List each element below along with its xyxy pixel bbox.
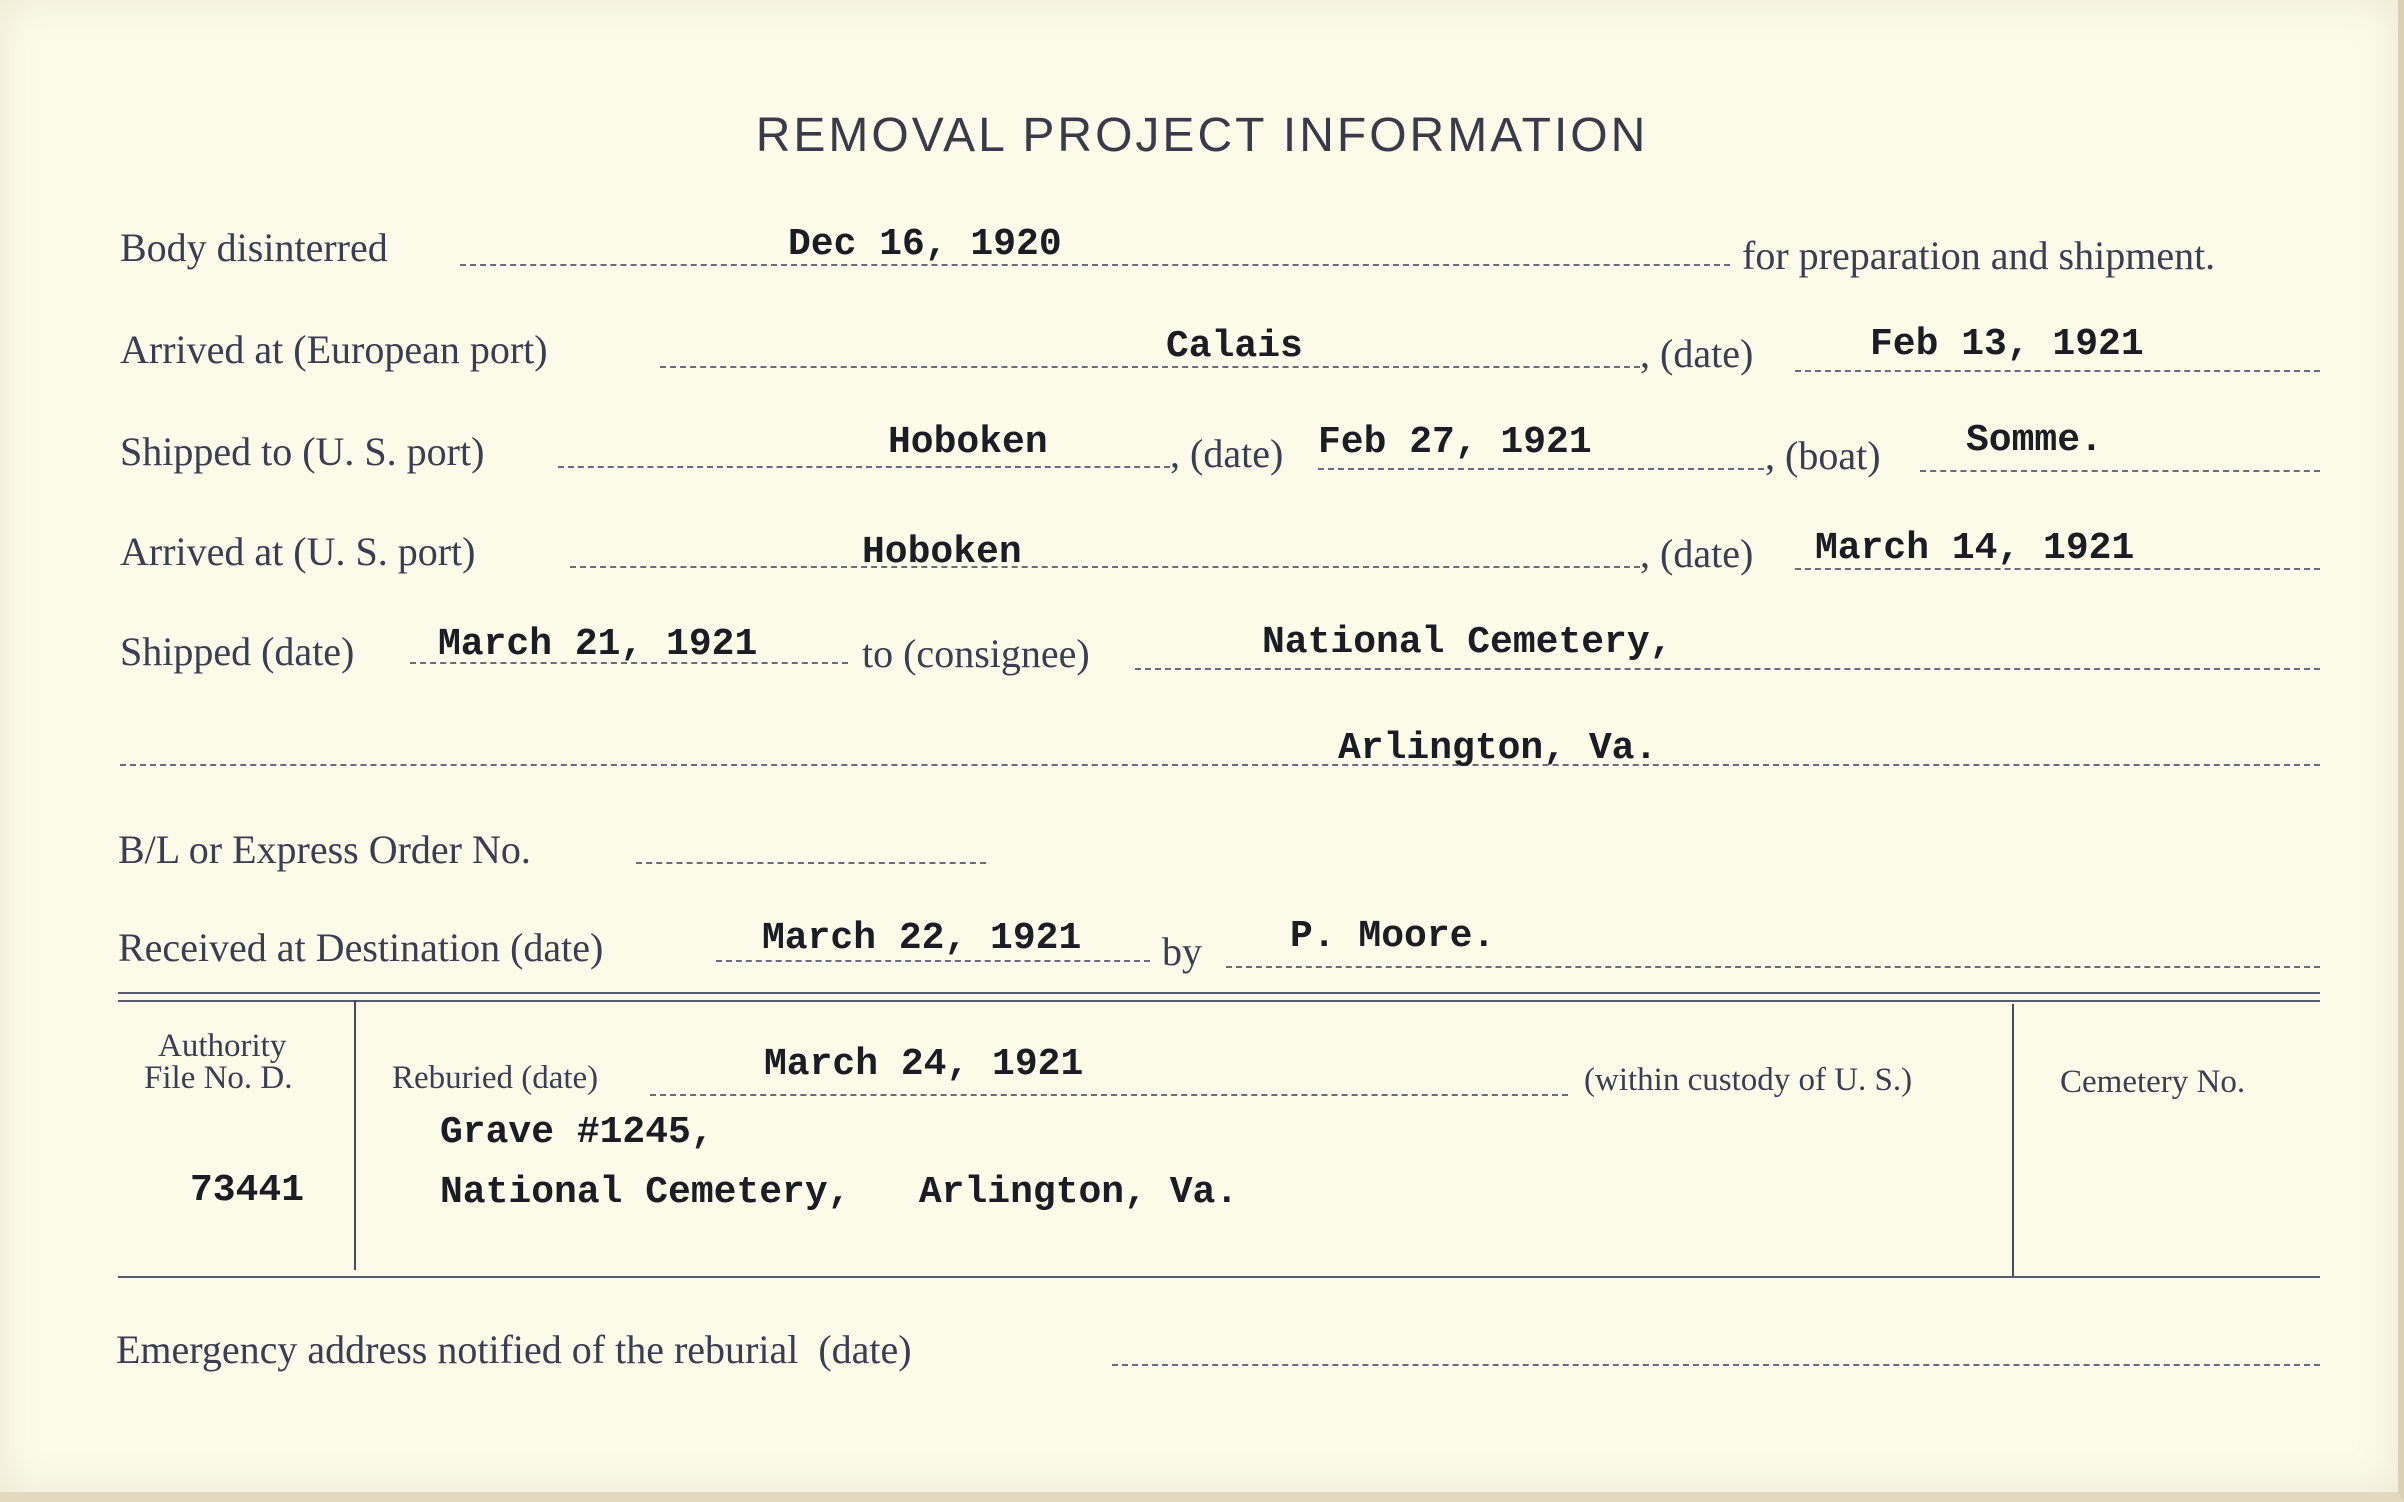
- arrived-european-date: Feb 13, 1921: [1870, 323, 2144, 366]
- received-by-value: P. Moore.: [1290, 915, 1496, 958]
- burial-location: National Cemetery, Arlington, Va.: [440, 1171, 1239, 1214]
- reburied-label: Reburied (date): [392, 1060, 599, 1096]
- received-date-line: [716, 960, 1150, 962]
- arrived-us-label: Arrived at (U. S. port): [120, 529, 476, 574]
- received-by-label: by: [1162, 929, 1202, 974]
- shipment-suffix-label: for preparation and shipment.: [1742, 233, 2216, 278]
- authority-label-line2: File No. D.: [144, 1060, 293, 1096]
- emergency-label: Emergency address notified of the reburial (date): [116, 1327, 912, 1372]
- shipped-date-value: March 21, 1921: [438, 623, 758, 666]
- shipped-us-port: Hoboken: [888, 421, 1048, 464]
- bl-order-line: [636, 862, 986, 864]
- arrived-european-label: Arrived at (European port): [120, 327, 548, 372]
- consignee-line1: National Cemetery,: [1262, 621, 1673, 664]
- emergency-date-line: [1112, 1364, 2320, 1366]
- shipped-us-date: Feb 27, 1921: [1318, 421, 1592, 464]
- arrived-us-line: [570, 566, 1640, 568]
- boat-label: , (boat): [1765, 433, 1881, 478]
- received-date-value: March 22, 1921: [762, 917, 1082, 960]
- bl-order-label: B/L or Express Order No.: [118, 827, 531, 872]
- received-by-line: [1226, 966, 2320, 968]
- shipped-us-date-label: , (date): [1170, 431, 1284, 476]
- arrived-us-port: Hoboken: [862, 531, 1022, 574]
- box-divider-left: [354, 1000, 356, 1270]
- section-rule-top-2: [118, 1000, 2320, 1002]
- consignee-line2: Arlington, Va.: [1338, 727, 1658, 770]
- boat-line: [1920, 470, 2320, 472]
- boat-value: Somme.: [1966, 419, 2103, 462]
- custody-label: (within custody of U. S.): [1584, 1062, 1913, 1098]
- body-disinterred-line: [460, 264, 1730, 266]
- consignee-continuation-line: [120, 764, 2320, 766]
- shipped-us-label: Shipped to (U. S. port): [120, 429, 485, 474]
- grave-number: Grave #1245,: [440, 1111, 714, 1154]
- consignee-label: to (consignee): [862, 631, 1090, 676]
- shipped-date-label: Shipped (date): [120, 629, 355, 674]
- body-disinterred-value: Dec 16, 1920: [788, 223, 1062, 266]
- page-title: REMOVAL PROJECT INFORMATION: [755, 109, 1649, 162]
- shipped-us-date-line: [1318, 468, 1764, 470]
- arrived-european-date-label: , (date): [1640, 331, 1754, 376]
- consignee-line: [1135, 668, 2320, 670]
- reburied-date-line: [650, 1094, 1568, 1096]
- arrived-european-port: Calais: [1166, 325, 1303, 368]
- section-rule-top-1: [118, 992, 2320, 994]
- reburied-date-value: March 24, 1921: [764, 1043, 1084, 1086]
- authority-file-number: 73441: [190, 1169, 305, 1212]
- body-disinterred-label: Body disinterred: [120, 225, 388, 270]
- arrived-us-date: March 14, 1921: [1815, 527, 2135, 570]
- shipped-us-line: [558, 466, 1170, 468]
- arrived-european-line: [660, 366, 1640, 368]
- cemetery-number-label: Cemetery No.: [2060, 1064, 2246, 1100]
- arrived-us-date-label: , (date): [1640, 531, 1754, 576]
- received-label: Received at Destination (date): [118, 925, 604, 970]
- arrived-european-date-line: [1795, 370, 2320, 372]
- authority-label-line1: Authority: [158, 1028, 287, 1064]
- box-divider-right: [2012, 1004, 2014, 1278]
- section-rule-bottom: [118, 1276, 2320, 1278]
